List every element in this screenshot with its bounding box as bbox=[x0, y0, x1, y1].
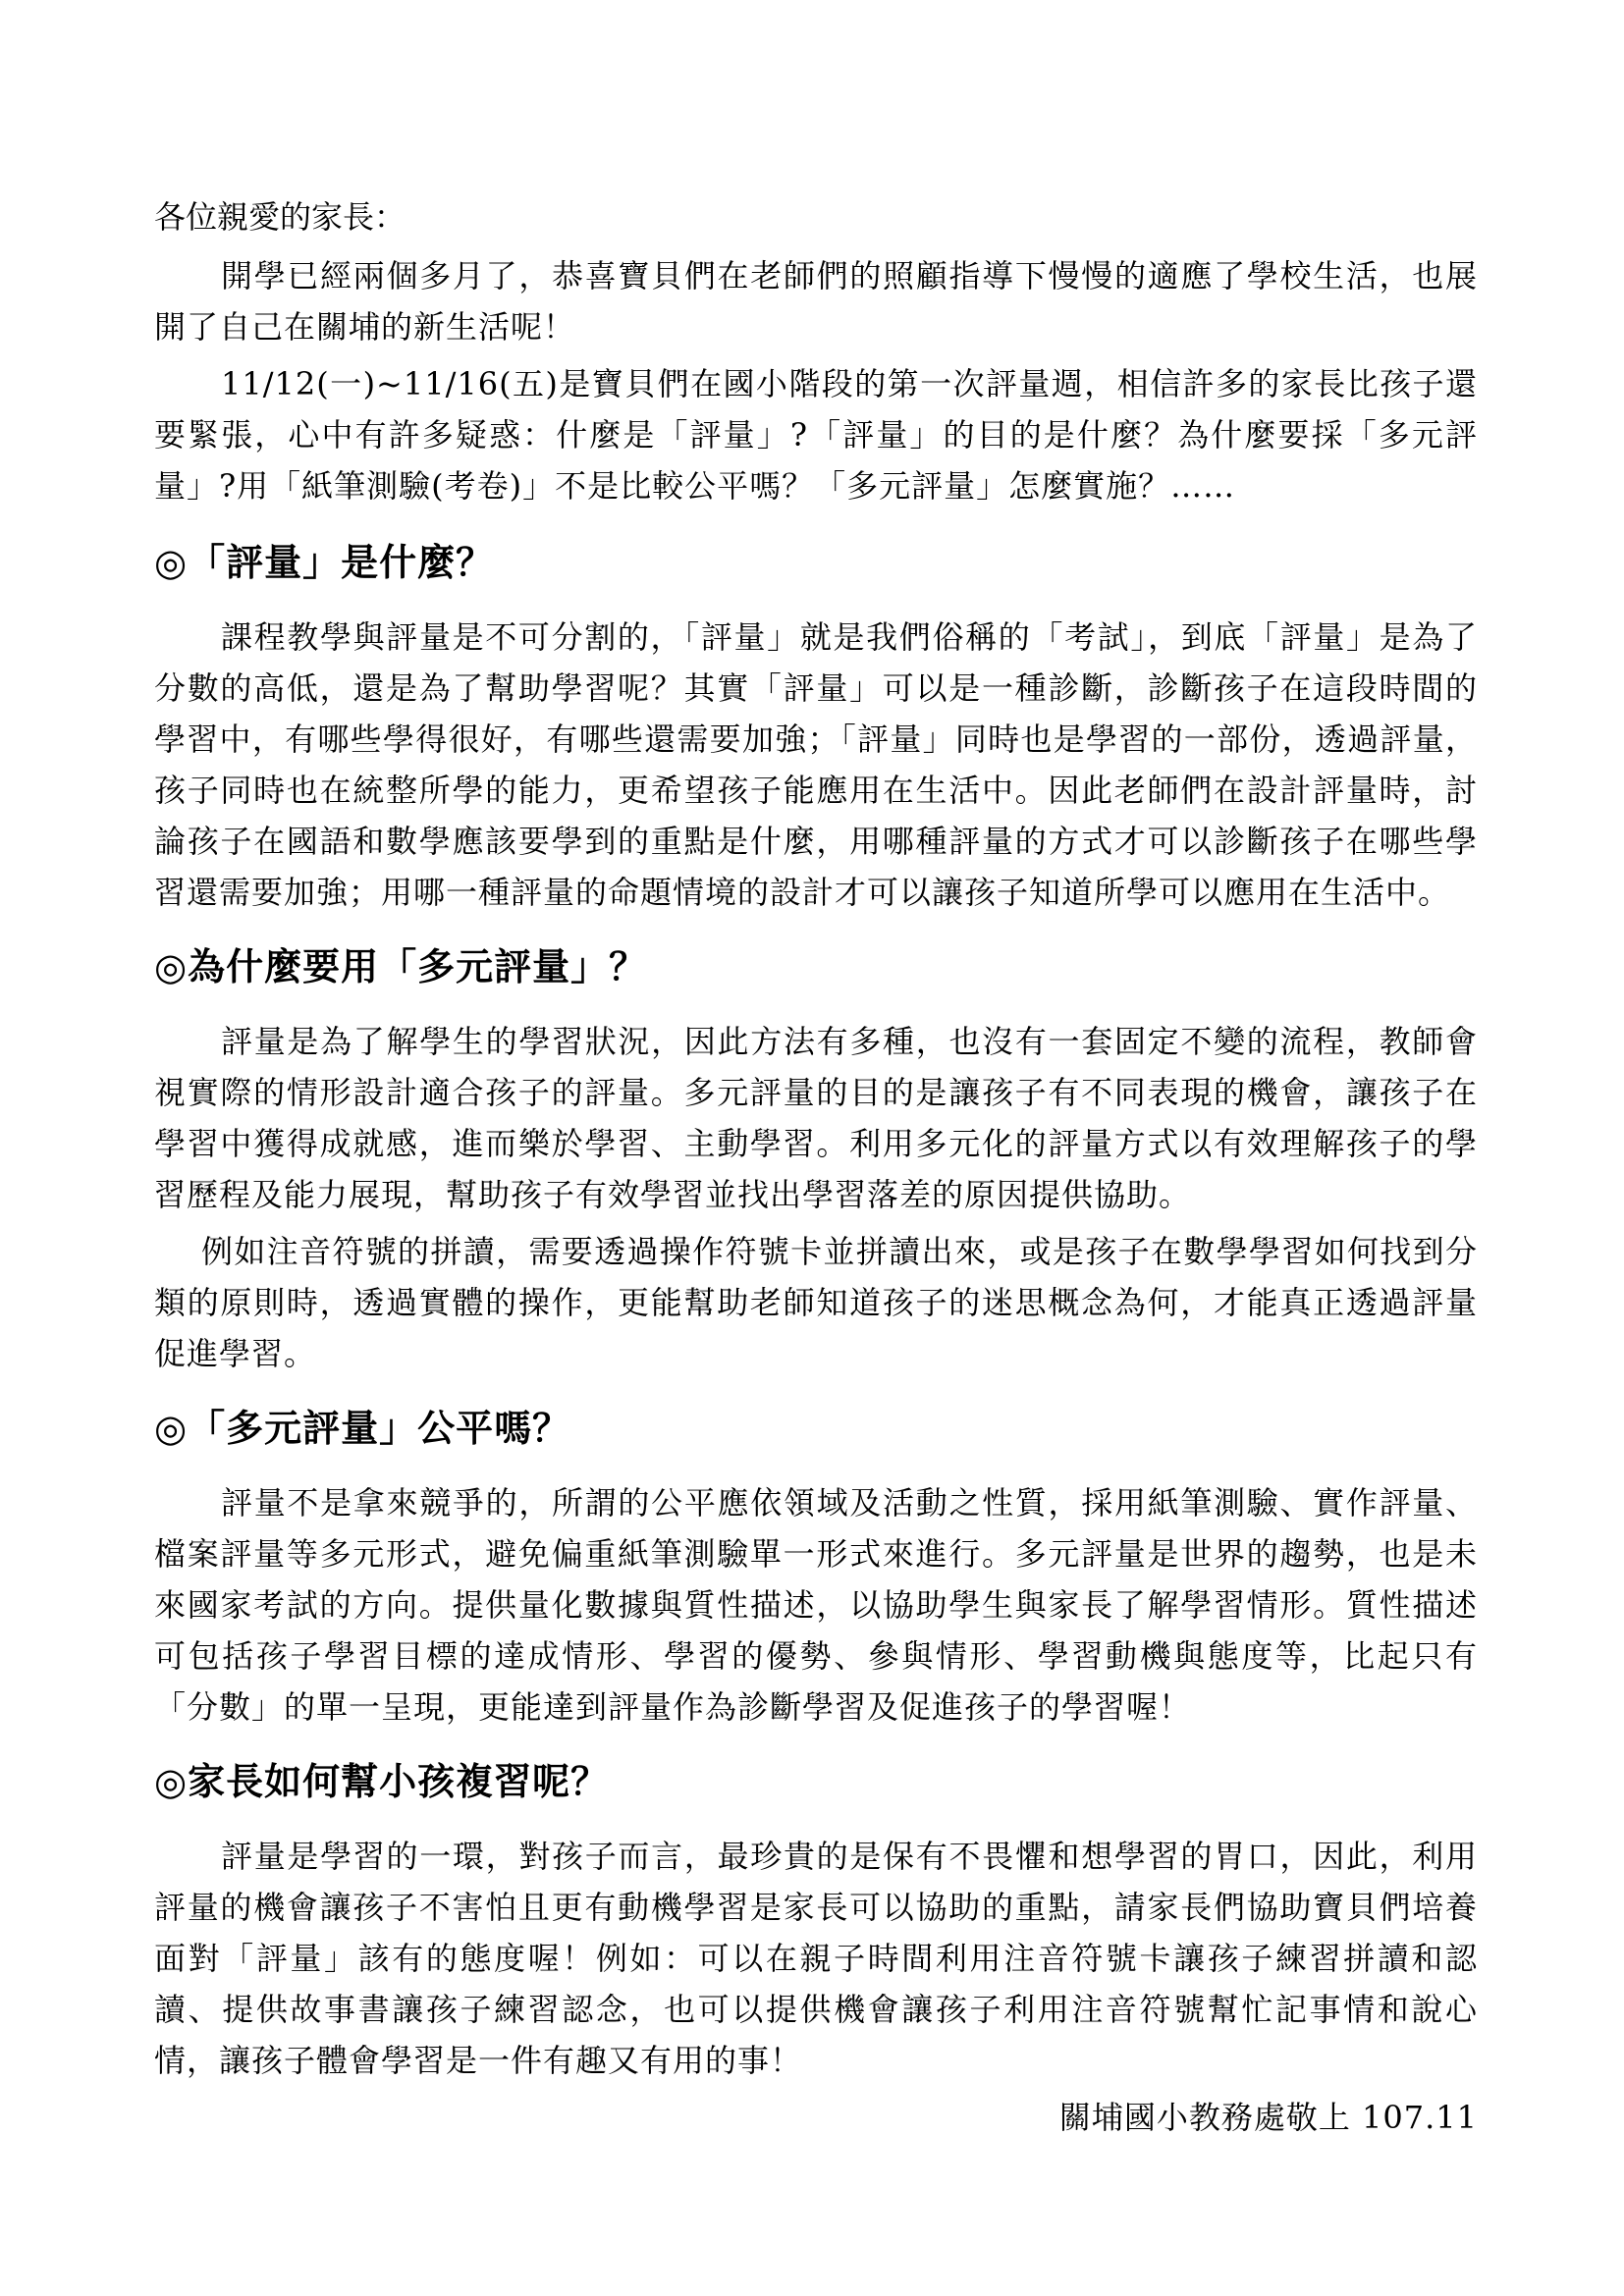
greeting: 各位親愛的家長： bbox=[154, 198, 406, 236]
intro-paragraph-2: 11/12(一)~11/16(五)是寶貝們在國小階段的第一次評量週，相信許多的家長比孩子還要緊張，心中有許多疑惑：什麼是「評量」?「評量」的目的是什麼？為什麼要採「多元評量」?用「紙筆測驗(考卷)」不是比較公平嗎？「多元評量」怎麼實施？…… bbox=[154, 365, 1478, 505]
section-3-paragraph-1: 評量不是拿來競爭的，所謂的公平應依領域及活動之性質，採用紙筆測驗、實作評量、檔案評量等多元形式，避免偏重紙筆測驗單一形式來進行。多元評量是世界的趨勢，也是未來國家考試的方向。提供量化數據與質性描述，以協助學生與家長了解學習情形。質性描述可包括孩子學習目標的達成情形、學習的優勢、參與情形、學習動機與態度等，比起只有「分數」的單一呈現，更能達到評量作為診斷學習及促進孩子的學習喔！ bbox=[154, 1484, 1478, 1726]
section-4-paragraph-1: 評量是學習的一環，對孩子而言，最珍貴的是保有不畏懼和想學習的胃口，因此，利用評量的機會讓孩子不害怕且更有動機學習是家長可以協助的重點，請家長們協助寶貝們培養面對「評量」該有的態度喔！例如：可以在親子時間利用注音符號卡讓孩子練習拼讀和認讀、提供故事書讓孩子練習認念，也可以提供機會讓孩子利用注音符號幫忙記事情和說心情，讓孩子體會學習是一件有趣又有用的事！ bbox=[154, 1838, 1478, 2079]
section-2-paragraph-1: 評量是為了解學生的學習狀況，因此方法有多種，也沒有一套固定不變的流程，教師會視實際的情形設計適合孩子的評量。多元評量的目的是讓孩子有不同表現的機會，讓孩子在學習中獲得成就感，進而樂於學習、主動學習。利用多元化的評量方式以有效理解孩子的學習歷程及能力展現，幫助孩子有效學習並找出學習落差的原因提供協助。 bbox=[154, 1023, 1478, 1213]
intro-paragraph-1: 開學已經兩個多月了，恭喜寶貝們在老師們的照顧指導下慢慢的適應了學校生活，也展開了自己在關埔的新生活呢！ bbox=[154, 257, 1478, 346]
section-heading-why-multiple-assessment: ◎為什麼要用「多元評量」？ bbox=[154, 945, 648, 988]
signature: 關埔國小教務處敬上 107.11 bbox=[1058, 2099, 1478, 2136]
section-heading-what-is-assessment: ◎「評量」是什麼？ bbox=[154, 541, 495, 584]
section-heading-is-it-fair: ◎「多元評量」公平嗎？ bbox=[154, 1407, 571, 1450]
section-1-paragraph-1: 課程教學與評量是不可分割的，「評量」就是我們俗稱的「考試」，到底「評量」是為了分數的高低，還是為了幫助學習呢？其實「評量」可以是一種診斷，診斷孩子在這段時間的學習中，有哪些學得很好，有哪些還需要加強；「評量」同時也是學習的一部份，透過評量，孩子同時也在統整所學的能力，更希望孩子能應用在生活中。因此老師們在設計評量時，討論孩子在國語和數學應該要學到的重點是什麼，用哪種評量的方式才可以診斷孩子在哪些學習還需要加強；用哪一種評量的命題情境的設計才可以讓孩子知道所學可以應用在生活中。 bbox=[154, 618, 1478, 911]
section-heading-how-parents-help: ◎家長如何幫小孩複習呢？ bbox=[154, 1760, 610, 1803]
section-2-paragraph-2: 例如注音符號的拼讀，需要透過操作符號卡並拼讀出來，或是孩子在數學學習如何找到分類的原則時，透過實體的操作，更能幫助老師知道孩子的迷思概念為何，才能真正透過評量促進學習。 bbox=[154, 1233, 1478, 1372]
letter-page bbox=[154, 191, 1478, 2174]
